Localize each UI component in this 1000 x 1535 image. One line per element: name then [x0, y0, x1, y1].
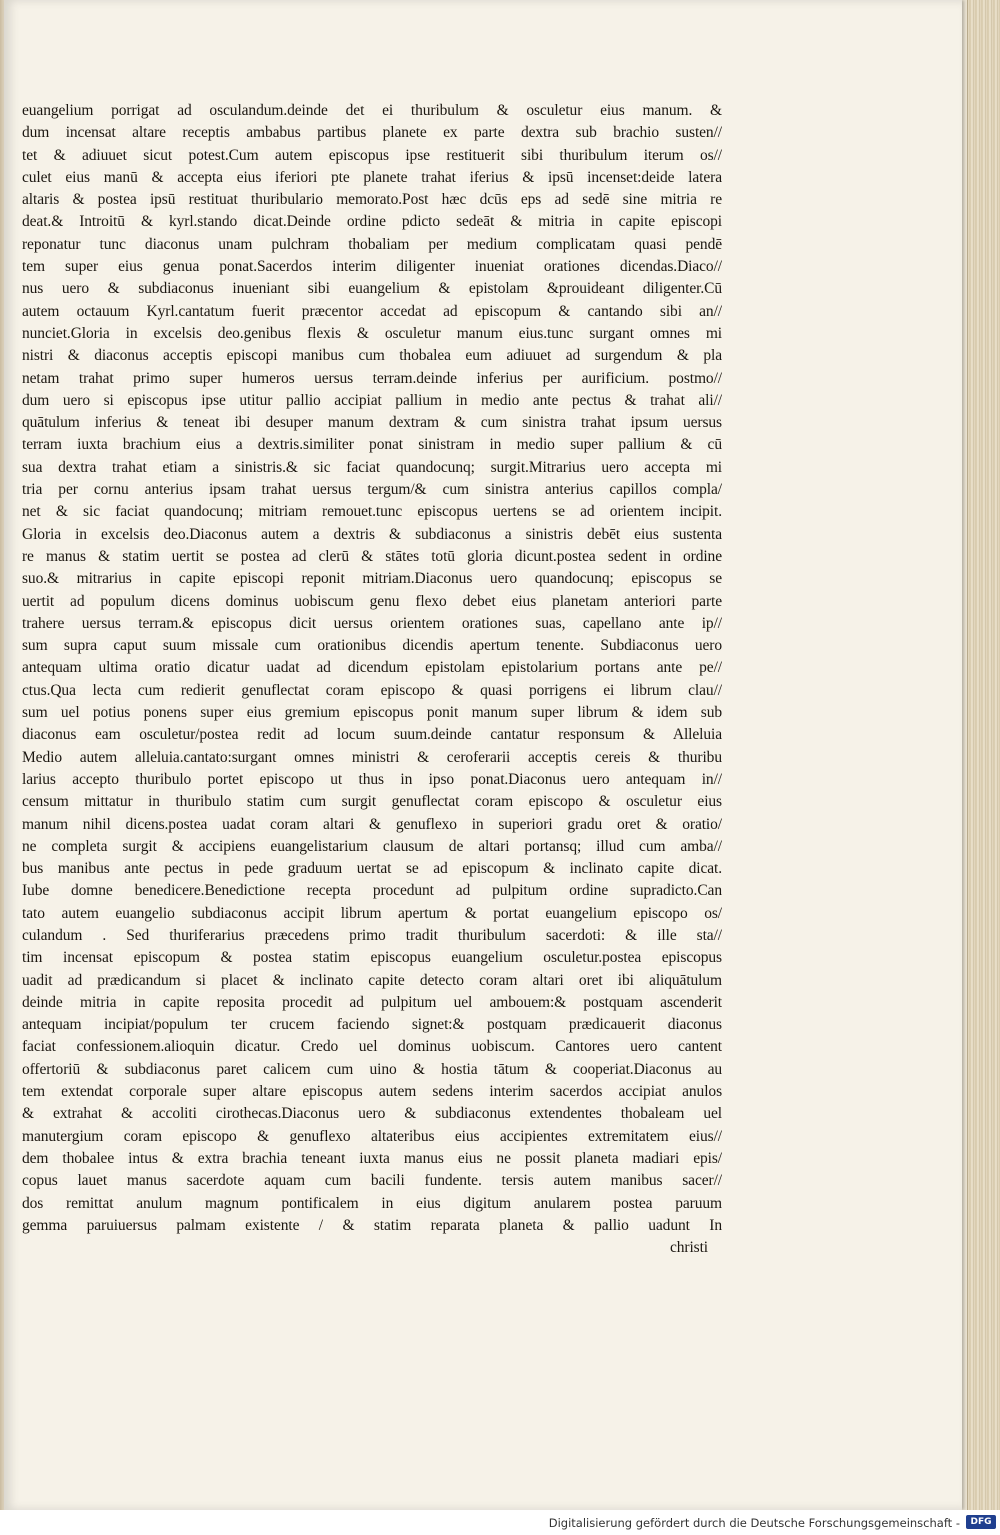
text-line: nistri & diaconus acceptis episcopi manibus cum thobalea eum adiuuet ad surgendum & pla — [22, 347, 722, 365]
text-line: tato autem euangelio subdiaconus accipit librum apertum & portat euangelium episcopo os/ — [22, 904, 722, 922]
text-line: manutergium coram episcopo & genuflexo altateribus eius accipientes extremitatem eius// — [22, 1127, 722, 1145]
text-line: bus manibus ante pectus in pede graduum uertat se ad episcopum & inclinato capite dicat. — [22, 860, 722, 878]
text-line: antequam ultima oratio dicatur uadat ad dicendum epistolam epistolarium portans ante pe// — [22, 659, 722, 677]
text-line: deinde mitria in capite reposita procedit ad pulpitum uel ambouem:& postquam ascenderit — [22, 993, 722, 1011]
text-line: censum mittatur in thuribulo statim cum surgit genuflectat coram episcopo & osculetur eius — [22, 793, 722, 811]
text-line: & extrahat & accoliti cirothecas.Diaconus uero & subdiaconus extendentes thobaleam uel — [22, 1105, 722, 1123]
text-line: culet eius manū & accepta eius iferiori pte planete trahat iferius & ipsū incenset:deide latera — [22, 168, 722, 186]
text-line: Gloria in excelsis deo.Diaconus autem a dextris & subdiaconus a sinistris debēt eius sustenta — [22, 525, 722, 543]
text-line: manum nihil dicens.postea uadat coram altari & genuflexo in superiori gradu oret & oratio/ — [22, 815, 722, 833]
book-page — [4, 0, 962, 1510]
text-line: tet & adiuuet sicut potest.Cum autem episcopus ipse restituerit sibi thuribulum iterum os// — [22, 146, 722, 164]
text-line: euangelium porrigat ad osculandum.deinde det ei thuribulum & osculetur eius manum. & — [22, 102, 722, 119]
text-block — [22, 100, 722, 1259]
text-line: Medio autem alleluia.cantato:surgant omnes ministri & ceroferarii acceptis cereis & thuribu — [22, 748, 722, 766]
text-line: sum supra caput suum missale cum orationibus dicendis apertum tenente. Subdiaconus uero — [22, 637, 722, 655]
text-line: nunciet.Gloria in excelsis deo.genibus flexis & osculetur manum eius.tunc surgant omnes mi — [22, 324, 722, 342]
text-line: sum uel potius ponens super eius gremium episcopus ponit manum super librum & idem sub — [22, 704, 722, 722]
text-line: altaris & postea ipsū restituat thuribulario memorato.Post hæc dcūs eps ad sedē sine mitria re — [22, 191, 722, 209]
text-line: re manus & statim uertit se postea ad clerū & stātes totū gloria dicunt.postea sedent in ordine — [22, 547, 722, 565]
text-line: dum incensat altare receptis ambabus partibus planete ex parte dextra sub brachio susten// — [22, 124, 722, 142]
text-line: larius accepto thuribulo portet episcopo ut thus in ipso ponat.Diaconus uero antequam in// — [22, 770, 722, 788]
text-line: Iube domne benedicere.Benedictione recepta procedunt ad pulpitum ordine supradicto.Can — [22, 882, 722, 900]
text-line: deat.& Introitū & kyrl.stando dicat.Deinde ordine pdicto sedeāt & mitria in capite episcopi — [22, 213, 722, 231]
text-line: tem extendat corporale super altare episcopus autem sedens interim sacerdos accipiat anulos — [22, 1083, 722, 1101]
text-line: dos remittat anulum magnum pontificalem in eius digitum anularem postea paruum — [22, 1194, 722, 1212]
text-line: sua dextra trahat etiam a sinistris.& sic faciat quandocunq; surgit.Mitrarius uero accepta mi — [22, 458, 722, 476]
text-line: autem octauum Kyrl.cantatum fuerit præcentor accedat ad episcopum & cantando sibi an// — [22, 302, 722, 320]
text-line: antequam incipiat/populum ter crucem faciendo signet:& postquam prædicauerit diaconus — [22, 1016, 722, 1034]
text-line: dem thobalee intus & extra brachia teneant iuxta manus eius ne possit planeta madiari epis/ — [22, 1149, 722, 1167]
text-line: copus lauet manus sacerdote aquam cum bacili fundente. tersis autem manibus sacer// — [22, 1172, 722, 1190]
text-line: suo.& mitrarius in capite episcopi reponit mitriam.Diaconus uero quandocunq; episcopus se — [22, 570, 722, 588]
page-edges — [967, 0, 1000, 1510]
text-line: gemma paruiuersus palmam existente / & statim reparata planeta & pallio uadunt In — [22, 1216, 722, 1234]
dfg-logo: DFG — [966, 1515, 996, 1529]
text-line: tria per cornu anterius ipsam trahat uersus tergum/& cum sinistra anterius capillos compla/ — [22, 481, 722, 499]
text-line: tem super eius genua ponat.Sacerdos interim diligenter inueniat orationes dicendas.Diaco// — [22, 258, 722, 276]
text-line: tim incensat episcopum & postea statim episcopus euangelium osculetur.postea episcopus — [22, 949, 722, 967]
text-line: offertoriū & subdiaconus paret calicem cum uino & hostia tātum & cooperiat.Diaconus au — [22, 1060, 722, 1078]
text-line: faciat confessionem.alioquin dicatur. Credo uel dominus uobiscum. Cantores uero cantent — [22, 1038, 722, 1056]
text-line: culandum . Sed thuriferarius præcedens primo tradit thuribulum sacerdoti: & ille sta// — [22, 926, 722, 944]
text-line: reponatur tunc diaconus unam pulchram thobaliam per medium complicatam quasi pendē — [22, 235, 722, 253]
text-line: net & sic faciat quandocunq; mitriam remouet.tunc episcopus uertens se ad orientem incipit. — [22, 503, 722, 521]
text-line: ne completa surgit & accipiens euangelistarium clausum de altari portansq; illud cum amba// — [22, 837, 722, 855]
text-line: quātulum inferius & teneat ibi desuper manum dextram & cum sinistra trahat ipsum uersus — [22, 414, 722, 432]
text-line: nus uero & subdiaconus inueniant sibi euangelium & epistolam &prouideant diligenter.Cū — [22, 280, 722, 298]
funding-credit: Digitalisierung gefördert durch die Deutsche Forschungsgemeinschaft - — [548, 1516, 960, 1530]
text-line: trahere uersus terram.& episcopus dicit uersus orientem orationes suas, capellano ante ip// — [22, 614, 722, 632]
text-line: terram iuxta brachium eius a dextris.similiter ponat sinistram in medio super pallium & cū — [22, 436, 722, 454]
text-line: ctus.Qua lecta cum redierit genuflectat coram episcopo & quasi porrigens ei librum clau// — [22, 681, 722, 699]
catchword: christi — [669, 1239, 708, 1257]
text-line: diaconus eam osculetur/postea redit ad locum suum.deinde cantatur responsum & Alleluia — [22, 726, 722, 744]
footer-bar — [0, 1510, 1000, 1535]
text-line: netam trahat primo super humeros uersus terram.deinde inferius per aurificium. postmo// — [22, 369, 722, 387]
text-line: uadit ad prædicandum si placet & inclinato capite detecto coram altari oret ibi aliquātulum — [22, 971, 722, 989]
text-line: uertit ad populum dicens dominus uobiscum genu flexo debet eius planetam anteriori parte — [22, 592, 722, 610]
text-line: dum uero si episcopus ipse utitur pallio accipiat pallium in medio ante pectus & trahat ali// — [22, 391, 722, 409]
